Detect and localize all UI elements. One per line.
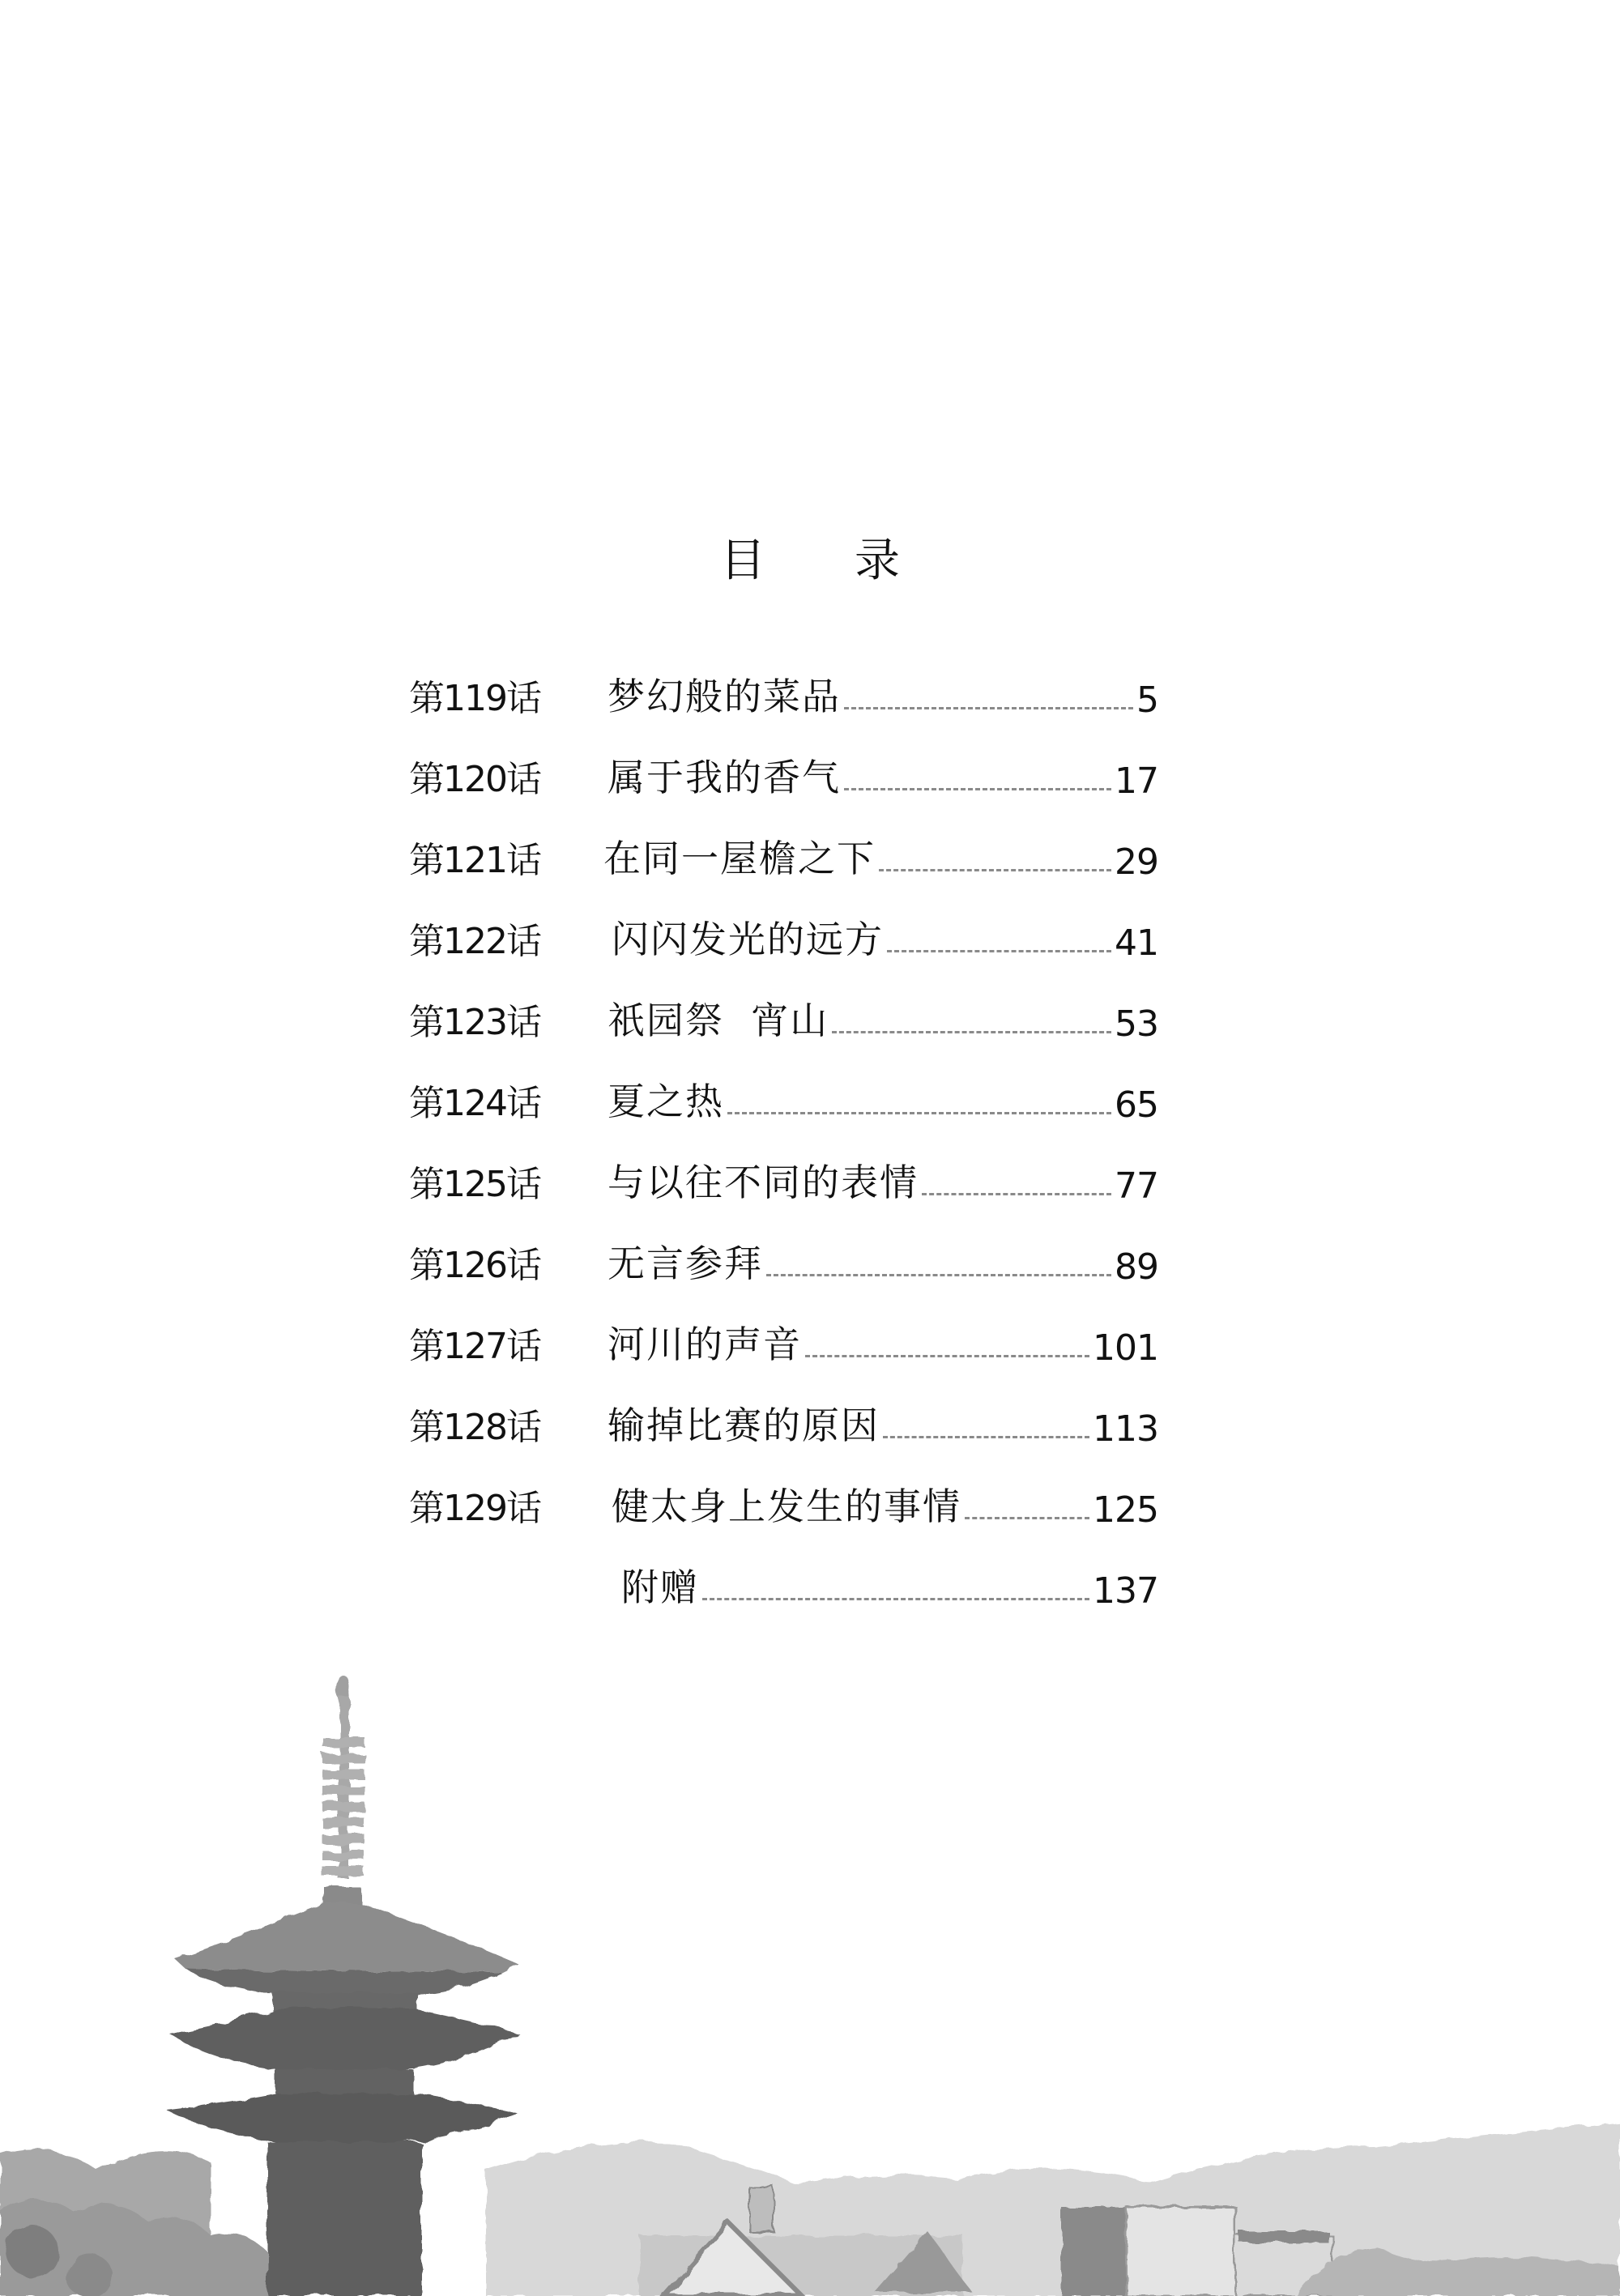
chapter-number: 第119话 xyxy=(409,678,540,719)
page-number: 113 xyxy=(1093,1408,1158,1450)
dotted-leader xyxy=(879,869,1111,871)
chapter-number: 第123话 xyxy=(409,1002,540,1043)
dotted-leader xyxy=(702,1598,1089,1600)
toc-entry[interactable] xyxy=(409,1393,1158,1450)
chapter-number: 第122话 xyxy=(409,921,540,962)
page-number: 89 xyxy=(1115,1246,1158,1288)
toc-entry[interactable] xyxy=(409,1312,1158,1369)
toc-title-char-2: 录 xyxy=(855,535,900,587)
chapter-title: 输掉比赛的原因 xyxy=(608,1404,880,1447)
page-number: 53 xyxy=(1115,1003,1158,1045)
toc-entry[interactable] xyxy=(409,907,1158,964)
toc-entry[interactable] xyxy=(409,826,1158,883)
toc-entry[interactable] xyxy=(409,1069,1158,1126)
dotted-leader xyxy=(805,1355,1089,1357)
chapter-title: 无言参拜 xyxy=(608,1242,763,1285)
dotted-leader xyxy=(883,1436,1089,1438)
toc-title xyxy=(0,525,1620,590)
chapter-number: 第124话 xyxy=(409,1083,540,1124)
chapter-title: 夏之热 xyxy=(608,1080,724,1123)
page-number: 77 xyxy=(1115,1165,1158,1207)
dotted-leader xyxy=(965,1517,1089,1519)
toc-entry[interactable] xyxy=(409,745,1158,802)
toc-entry[interactable] xyxy=(409,1150,1158,1207)
toc-entry[interactable] xyxy=(409,1231,1158,1288)
page-number: 29 xyxy=(1115,841,1158,883)
dotted-leader xyxy=(766,1274,1111,1276)
chapter-title: 河川的声音 xyxy=(608,1323,802,1366)
toc-entry[interactable] xyxy=(409,988,1158,1045)
dotted-leader xyxy=(922,1193,1111,1195)
toc-entry[interactable] xyxy=(409,1555,1158,1612)
chapter-number: 第120话 xyxy=(409,759,540,800)
chapter-number: 第127话 xyxy=(409,1326,540,1367)
toc-entry[interactable] xyxy=(409,1474,1158,1531)
dotted-leader xyxy=(844,707,1133,709)
chapter-title: 梦幻般的菜品 xyxy=(608,675,841,718)
chapter-title: 附赠 xyxy=(621,1565,699,1609)
chapter-number: 第121话 xyxy=(409,840,540,881)
page-number: 41 xyxy=(1115,922,1158,964)
chapter-title: 在同一屋檐之下 xyxy=(603,837,876,880)
chapter-number: 第129话 xyxy=(409,1488,540,1529)
page-number: 125 xyxy=(1093,1489,1158,1531)
toc-title-char-1: 目 xyxy=(720,535,765,587)
foreground-trees xyxy=(0,2199,267,2296)
dotted-leader xyxy=(887,950,1111,952)
toc-entry[interactable] xyxy=(409,664,1158,721)
pagoda-landscape-illustration xyxy=(0,1652,1620,2296)
page-number: 65 xyxy=(1115,1084,1158,1126)
chapter-title: 健太身上发生的事情 xyxy=(612,1485,961,1528)
chapter-number: 第128话 xyxy=(409,1407,540,1448)
chapter-number: 第126话 xyxy=(409,1245,540,1286)
dotted-leader xyxy=(832,1031,1111,1033)
pagoda xyxy=(166,1676,518,2296)
dotted-leader xyxy=(844,788,1111,790)
page-number: 17 xyxy=(1115,760,1158,802)
chapter-title: 祇园祭 宵山 xyxy=(608,999,829,1042)
page-number: 137 xyxy=(1093,1570,1158,1612)
page-number: 5 xyxy=(1136,679,1158,721)
dotted-leader xyxy=(727,1112,1111,1114)
chapter-title: 与以往不同的表情 xyxy=(608,1161,919,1204)
chapter-title: 闪闪发光的远方 xyxy=(612,918,884,961)
chapter-title: 属于我的香气 xyxy=(608,756,841,799)
page-number: 101 xyxy=(1093,1327,1158,1369)
chapter-number: 第125话 xyxy=(409,1164,540,1205)
